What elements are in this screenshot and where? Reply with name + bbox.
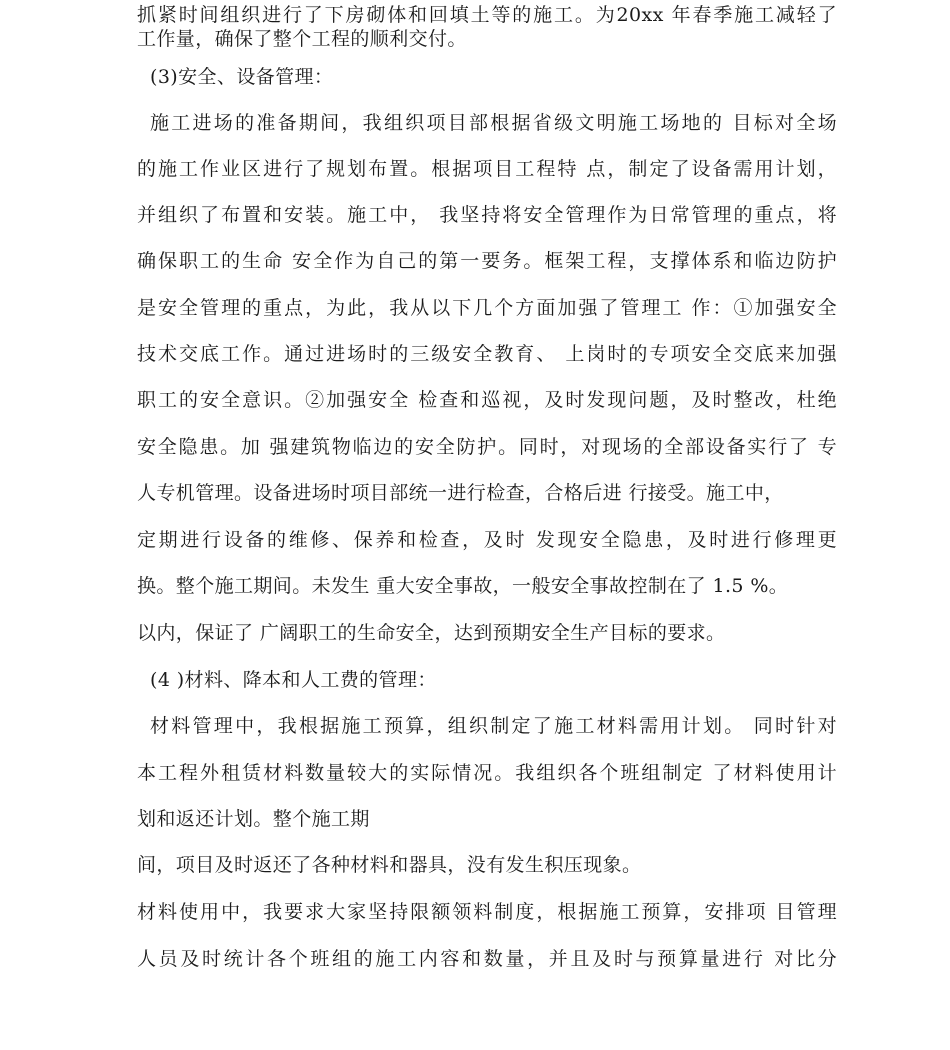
paragraph-line: 人专机管理。设备进场时项目部统一进行检查，合格后进 行接受。施工中， [137, 482, 784, 504]
paragraph-line: 间，项目及时返还了各种材料和器具，没有发生积压现象。 [137, 854, 642, 876]
paragraph-line: 材料使用中，我要求大家坚持限额领料制度，根据施工预算，安排项 目管理 [137, 901, 837, 923]
paragraph-line: 安全隐患。加 强建筑物临边的安全防护。同时，对现场的全部设备实行了 专 [137, 436, 837, 458]
paragraph-line: 技术交底工作。通过进场时的三级安全教育、 上岗时的专项安全交底来加强 [137, 343, 837, 365]
paragraph-line: 材料管理中，我根据施工预算，组织制定了施工材料需用计划。 同时针对 [150, 715, 837, 737]
paragraph-line: 定期进行设备的维修、保养和检查，及时 发现安全隐患，及时进行修理更 [137, 529, 837, 551]
paragraph-line: 工作量，确保了整个工程的顺利交付。 [137, 28, 467, 50]
paragraph-line: 人员及时统计各个班组的施工内容和数量，并且及时与预算量进行 对比分 [137, 948, 837, 970]
paragraph-line: 是安全管理的重点，为此，我从以下几个方面加强了管理工 作：①加强安全 [137, 297, 837, 319]
section-heading: (4 )材料、降本和人工费的管理： [150, 669, 437, 691]
paragraph-line: 划和返还计划。整个施工期 [137, 808, 370, 830]
paragraph-line: 的施工作业区进行了规划布置。根据项目工程特 点，制定了设备需用计划， [137, 158, 837, 180]
paragraph-line: 以内，保证了 广阔职工的生命安全，达到预期安全生产目标的要求。 [137, 622, 726, 644]
paragraph-line: 职工的安全意识。②加强安全 检查和巡视，及时发现问题，及时整改，杜绝 [137, 389, 837, 411]
paragraph-line: 换。整个施工期间。未发生 重大安全事故，一般安全事故控制在了 1.5 %。 [137, 575, 789, 597]
paragraph-line: 确保职工的生命 安全作为自己的第一要务。框架工程，支撑体系和临边防护 [137, 250, 837, 272]
paragraph-line: 本工程外租赁材料数量较大的实际情况。我组织各个班组制定 了材料使用计 [137, 762, 837, 784]
paragraph-line: 施工进场的准备期间，我组织项目部根据省级文明施工场地的 目标对全场 [150, 112, 837, 134]
paragraph-line: 抓紧时间组织进行了下房砌体和回填土等的施工。为20xx 年春季施工减轻了 [137, 4, 837, 26]
section-heading: (3)安全、设备管理： [150, 66, 334, 88]
paragraph-line: 并组织了布置和安装。施工中， 我坚持将安全管理作为日常管理的重点，将 [137, 204, 837, 226]
